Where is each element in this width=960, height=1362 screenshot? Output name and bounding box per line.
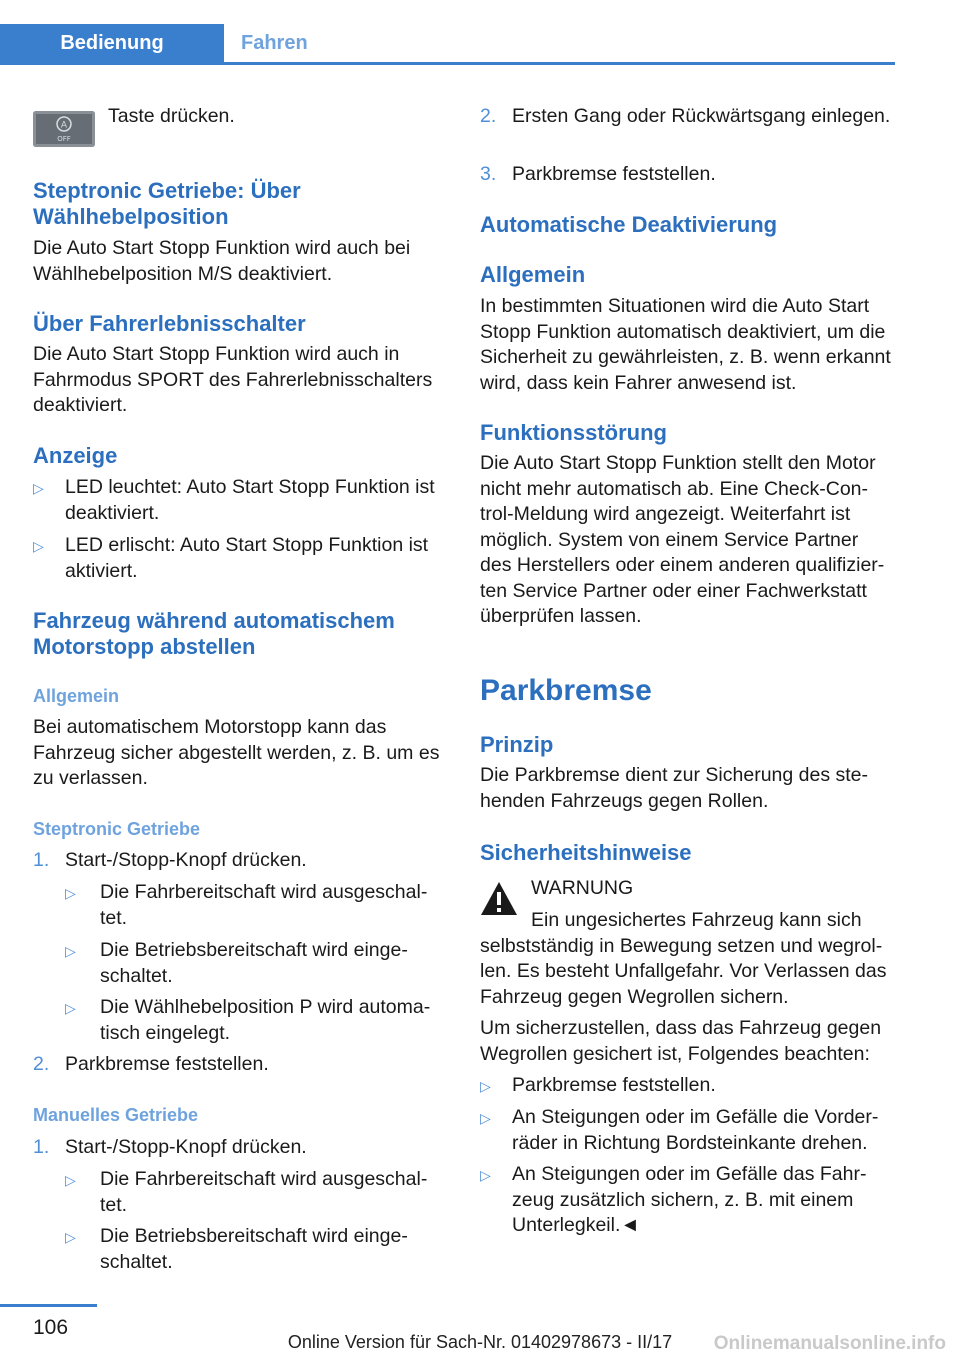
paragraph-beachten: Um sicherzustellen, dass das Fahrzeug gegen Wegrollen gesichert ist, Folgendes beachten: [480,1017,882,1065]
bullet-icon: ▷ [65,1000,76,1016]
paragraph-funktionsstoerung: Die Auto Start Stopp Funktion stellt den Motor nicht mehr automatisch ab. Eine Check-Control-Meldung wird angezeigt. Weiterfahrt ist möglich. System von einem Service Partner des Herstellers oder einem anderen qualifizierten Service Partner oder einer Fachwerkstatt überprüfen lassen. [480,452,885,627]
warning-title: WARNUNG [531,877,634,899]
tab-fahren[interactable]: Fahren [241,32,308,54]
auto-start-stop-button-image [33,111,95,147]
list-item: ▷ An Steigungen oder im Gefälle das Fahrzeug zusätzlich sichern, z. B. mit einem Unterlegkeil.◄ [480,1163,867,1236]
heading-steptronic-getriebe: Steptronic Getriebe [33,819,201,839]
footer-divider [0,1304,97,1307]
svg-text:A: A [60,120,68,131]
bullet-icon: ▷ [33,480,44,496]
list-item: ▷ Die Betriebsbereitschaft wird eingeschaltet. [65,939,408,987]
paragraph-prinzip: Die Parkbremse dient zur Sicherung des stehenden Fahrzeugs gegen Rollen. [480,764,869,812]
watermark: Onlinemanualsonline.info [713,1333,946,1354]
list-item: 2. Parkbremse feststellen. [33,1053,269,1075]
heading-sicherheitshinweise: Sicherheitshinweise [480,840,692,865]
heading-prinzip: Prinzip [480,732,554,757]
svg-text:OFF: OFF [57,135,71,143]
bullet-icon: ▷ [65,1172,76,1188]
paragraph-steptronic: Die Auto Start Stopp Funktion wird auch bei Wählhebelposition M/S deaktiviert. [33,237,411,285]
list-item: 1. Start-/Stopp-Knopf drücken. [33,1136,307,1158]
button-caption: Taste drücken. [108,105,235,127]
bullet-icon: ▷ [33,538,44,554]
list-item: ▷ Parkbremse feststellen. [480,1073,892,1099]
warning-triangle-icon [480,880,518,918]
tab-bedienung[interactable]: Bedienung [0,24,224,62]
heading-fahrzeug-abstellen: Fahrzeug während automatischem Motorstopp abstellen [33,608,395,659]
heading-fahrerlebnisschalter: Über Fahrerlebnisschalter [33,311,306,336]
bullet-icon: ▷ [65,1229,76,1245]
bullet-icon: ▷ [65,885,76,901]
auto-off-icon [33,111,95,147]
bullet-icon: ▷ [480,1110,491,1126]
list-item: ▷ Die Betriebsbereitschaft wird eingeschaltet. [65,1225,408,1273]
paragraph-allgemein-right: In bestimmten Situationen wird die Auto Start Stopp Funktion automatisch deaktiviert, um die Sicherheit zu gewährleisten, z. B. wenn erkannt wird, dass kein Fahrer anwesend ist. [480,295,891,394]
paragraph-fahrerlebnisschalter: Die Auto Start Stopp Funktion wird auch in Fahrmodus SPORT des Fahrerlebnisschalters deaktiviert. [33,343,433,416]
list-item: ▷ Die Fahrbereitschaft wird ausgeschaltet. [65,881,428,929]
chapter-tabs [0,24,895,65]
list-item: 3. Parkbremse feststellen. [480,163,716,185]
list-item: ▷ LED leuchtet: Auto Start Stopp Funktion ist deaktiviert. [33,476,435,524]
paragraph-allgemein: Bei automatischem Motorstopp kann das Fahrzeug sicher abgestellt werden, z. B. um es zu verlassen. [33,716,440,789]
heading-anzeige: Anzeige [33,443,118,468]
list-item: ▷ An Steigungen oder im Gefälle die Vorderräder in Richtung Bordsteinkante drehen. [480,1106,879,1154]
heading-allgemein: Allgemein [33,686,120,706]
bullet-icon: ▷ [65,943,76,959]
heading-parkbremse: Parkbremse [480,674,652,707]
list-item: ▷ Die Fahrbereitschaft wird ausgeschaltet. [65,1168,428,1216]
heading-automatische-deaktivierung: Automatische Deaktivierung [480,212,778,237]
online-version-text: Online Version für Sach-Nr. 01402978673 - II/17 [287,1332,673,1352]
list-item: ▷ LED erlischt: Auto Start Stopp Funktion ist aktiviert. [33,534,429,582]
heading-allgemein-right: Allgemein [480,262,586,287]
warning-text: Ein ungesichertes Fahrzeug kann sich selbstständig in Bewegung setzen und wegrollen. Es besteht Unfallgefahr. Vor Verlassen das Fahrzeug gegen Wegrollen sichern. [480,909,887,1008]
heading-funktionsstoerung: Funktionsstörung [480,420,667,445]
list-item: ▷ Die Wählhebelposition P wird automatisch eingelegt. [65,996,431,1044]
list-item: 2. Ersten Gang oder Rückwärtsgang einlegen. [480,105,891,127]
bullet-icon: ▷ [480,1078,491,1094]
heading-manuelles-getriebe: Manuelles Getriebe [33,1105,199,1125]
bullet-icon: ▷ [480,1167,491,1183]
page-number: 106 [33,1316,69,1339]
list-item: 1. Start-/Stopp-Knopf drücken. [33,849,307,871]
heading-steptronic: Steptronic Getriebe: Über Wählhebelposition [33,178,301,229]
